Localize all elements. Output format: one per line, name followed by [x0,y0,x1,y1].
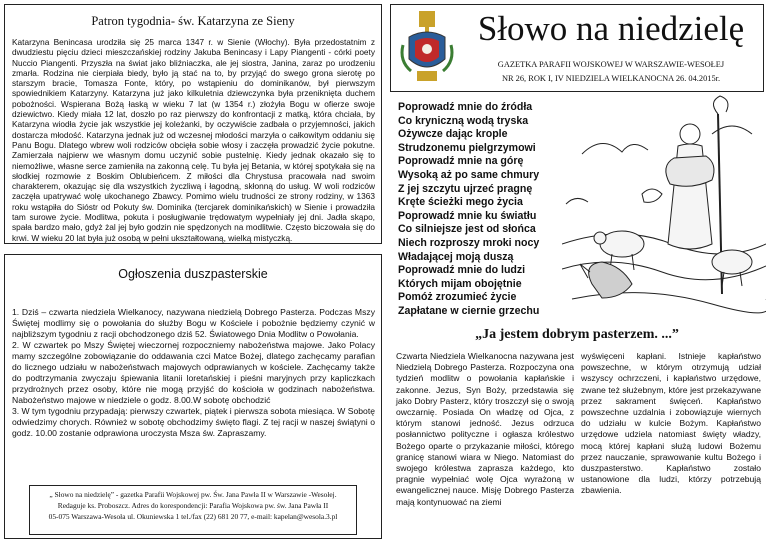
announcement-item: 1. Dziś – czwarta niedziela Wielkanocy, nazywana niedzielą Dobrego Pasterza. Podczas Mszy Świętej modlimy się o powołania do służby Bogu w Kościele i pobożnie będziemy czynić w najbliższym tygodniu z racji obchodzonego dziś 52. Światowego Dnia Modlitw o Powołania. [12,307,375,339]
poem-line: Których mijam obojętnie [398,277,522,290]
poem-line: Ożywcze dając krople [398,128,508,141]
poem-line: Władającej moją duszą [398,250,514,263]
poem-line: Pomóż zrozumieć życie [398,291,517,304]
poem-line: Niech rozproszy mroki nocy [398,236,540,249]
announcements-box [4,254,382,539]
poem-line: Z jej szczytu ujrzeć pragnę [398,182,533,195]
issue-info: NR 26, ROK I, IV NIEDZIELA WIELKANOCNA 26. 04.2015r. [501,74,721,83]
announcement-item: 3. W tym tygodniu przypadają: pierwszy czwartek, piątek i pierwsza sobota miesiąca. W Sobotę odwiedzimy chorych. Również w sobotę obchodzimy święto flagi. Z tej racji w naszej świątyni o godz. 10.00 zostanie odprawiona uroczysta Msza św. Zapraszamy. [12,406,375,438]
poem-line: Wysoką aż po same chmury [398,168,540,181]
poem-line: Zapłatane w ciernie grzechu [398,304,540,317]
poem-line: Co silniejsze jest od słońca [398,223,536,236]
poem-line: Strudzonemu pielgrzymowi [398,141,536,154]
footer-line: 05-075 Warszawa-Wesoła ul. Okuniewska 1 tel./fax (22) 681 20 77, e-mail: kapelan@wesola.3.pl [48,511,338,521]
article-column-2: wyświęceni kapłani. Istnieje kapłaństwo powszechne, w którym otrzymują udział wszyscy ochrzczeni, i kapłaństwo urzędowe, zwane też służebnym, które jest przekazywane przez sakrament święceń. Kapłaństwo powszechne uzdalnia i zobowiązuje wiernych do udziału w kulcie Bożym. Kapłaństwo urzędowe udziela natomiast święty władzy, mocą której kapłani służą ludowi Bożemu przez nauczanie, sprawowanie kultu Bożego i duszpasterstwo. Kapłaństwo zostało ustanowione dla ludzi, którzy potrzebują zbawienia. [581,351,761,496]
poem-line: Poprowadź mnie ku światłu [398,209,537,222]
poem-line: Poprowadź mnie do ludzi [398,264,526,277]
good-shepherd-illustration [562,94,766,320]
patron-text: Katarzyna Benincasa urodziła się 25 marca 1347 r. w Sienie (Włochy). Była przedostatnim z dwudziestu pięciu dzieci mieszczańskiej rodziny Jakuba Benincasy i Lapy Piangenti - córki poety Nuccio Piangenti. Przyszła na świat jako bliźniaczka, ale jej siostra, Janina, zaraz po urodzeniu zmarła. Rodzina nie cierpiała biedy, było ją stać na to, by przyjąć do swego grona sierotę po starszym bracie, Tomasza Fonte, który, po wstąpieniu do dominikanów, był pierwszym spowiednikiem Katarzyny. Katarzyna już jako kilkuletnia dziewczynka była przeniknięta duchem pobożności. Wspierana Bożą łaską w wieku 7 lat (w 1354 r.) złożyła Bogu w ofierze swoje dziewictwo. Kiedy miała 12 lat, doszło po raz pierwszy do konfrontacji z matką, która chciała, by Katarzyna wiodła życie jak wszystkie jej koleżanki, by oczywiście zadbała o przyjemności, jakich dostarcza młodość. Katarzyna jednak już od wczesnej młodości marzyła o całkowitym oddaniu się Panu Bogu. Dlatego wbrew woli rodziców obcięła sobie włosy i zaczęła prowadzić życie pokutne. Zamierzała najpierw we własnym domu uczynić sobie pustelnię. Kiedy jednak okazało się to niemożliwe, własne serce zamieniła na zakonną celę. Tu była jej Betania, w której spotykała się na słodkiej rozmowie z Boskim Oblubieńcem. Z miłości dla Chrystusa pracowała nad swoim charakterem, okazując się dla wszystkich życzliwą i łagodną, skłonną do usług. W woli rodziców zaczęła upatrywać wolę ukochanego Zbawcy. Pomimo wielu trudności ze strony rodziny, w 1363 roku wstąpiła do Sióstr od Pokuty św. Dominika (tercjarek dominikańskich) w Sienie i prowadziła tam surowe życie. Modlitwa, pokuta i posługiwanie trędowatym wypełniały jej dni. Jadła skąpo, spała bardzo mało, gdyż żal jej było godzin nie spędzonych na modlitwie. Często biczowała się do krwi. W wieku 20 lat była już osobą w pełni ukształtowaną, wielką mistyczką. [12,37,375,243]
article-column-1: Czwarta Niedziela Wielkanocna nazywana jest Niedzielą Dobrego Pasterza. Rozpoczyna ona tydzień modlitw o powołania kapłańskie i zakonne. Jezus, Syn Boży, przedstawia się jako Dobry Pasterz, który troszczył się o swoją owczarnię. Posiada On władzę od Ojca, z którym stanowi jedność. Jezus odrzuca posłannictwo polityczne i ogłasza królestwo Bożego oparte o przykazanie miłości, którego granicę stanowi wiara w Niego. Natomiast do swojego królestwa zaprasza każdego, kto pragnie wypełniać wolę Ojca wyrażoną w ewangelicznej nauce. Misję Dobrego Pasterza mają kontynuować na ziemi [396,351,574,507]
footer-line: Redaguje ks. Proboszcz. Adres do korespondencji: Parafia Wojskowa pw. św. Jana Pawła II [57,500,329,510]
patron-box [4,4,382,244]
footer-line: „ Słowo na niedzielę” - gazetka Parafii Wojskowej pw. Św. Jana Pawła II w Warszawie -Wesołej. [49,490,337,499]
masthead [390,4,764,92]
poem-line: Kręte ścieżki mego życia [398,196,523,209]
announcements-list [12,307,375,439]
parish-emblem [397,9,457,87]
poem [398,101,578,319]
poem-line: Co kryniczną wodą tryska [398,114,529,127]
poem-line: Poprowadź mnie do źródła [398,101,533,113]
newsletter-title: Słowo na niedzielę [477,9,745,48]
poem-line: Poprowadź mnie na górę [398,155,524,168]
newsletter-subtitle: GAZETKA PARAFII WOJSKOWEJ W WARSZAWIE-WESOŁEJ [497,60,725,69]
footer-box [29,485,357,535]
announcements-title: Ogłoszenia duszpasterskie [118,267,268,281]
article-heading: „Ja jestem dobrym pasterzem. ...” [475,327,679,342]
announcement-item: 2. W czwartek po Mszy Świętej wieczornej rozpoczniemy nabożeństwa majowe. Jako Polacy mamy szczególne zobowiązanie do oddawania czci Matce Bożej, dlatego zachęcamy parafian do licznego udziału w nabożeństwach majowych odprawianych w kościele. Zachęcamy także do podtrzymania zwyczaju śpiewania litanii loretańskiej i pieśni maryjnych przy kapliczkach przydrożnych przez osoby, które nie mogą przyjść do kościoła w godzinach nabożeństwa. Nabożeństwo majowe w niedziele o godz. 8.00.W sobotę obchodzić [12,340,375,405]
patron-title: Patron tygodnia- św. Katarzyna ze Sieny [91,14,295,28]
